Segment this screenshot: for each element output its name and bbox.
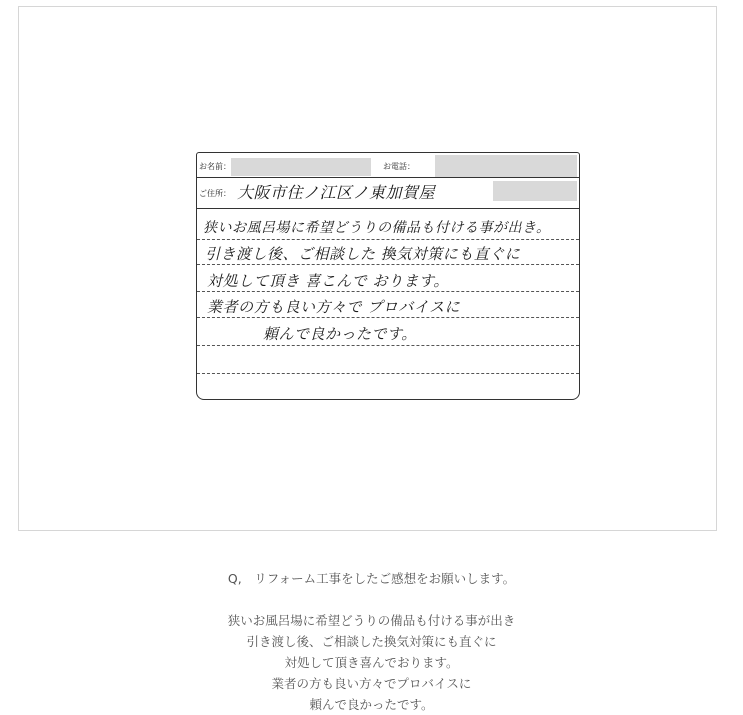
message-line-4: 業者の方も良い方々で プロバイスに [207, 298, 461, 316]
phone-redaction [435, 155, 577, 177]
caption-answer-line-5: 頼んで良かったです。 [309, 697, 434, 712]
caption-answer-line-2: 引き渡し後、ご相談した換気対策にも直ぐに [246, 634, 497, 649]
dashed-rule-3 [197, 291, 579, 292]
caption-answer-line-3: 対処して頂き喜んでおります。 [284, 655, 459, 670]
dashed-rule-5 [197, 345, 579, 346]
caption-answer-line-1: 狭いお風呂場に希望どうりの備品も付ける事が出き [227, 613, 516, 628]
handwritten-survey-card [196, 152, 580, 400]
dashed-rule-1 [197, 239, 579, 240]
caption-answer-line-4: 業者の方も良い方々でプロバイスに [271, 676, 472, 691]
message-line-3: 対処して頂き 喜こんで おります。 [207, 272, 449, 290]
dashed-rule-4 [197, 317, 579, 318]
message-line-2: 引き渡し後、ご相談した 換気対策にも直ぐに [205, 245, 521, 263]
address-redaction [493, 181, 577, 201]
message-line-5: 頼んで良かったです。 [263, 325, 417, 343]
caption-spacer [0, 589, 743, 610]
header-rule [197, 177, 579, 178]
name-label: お名前： [199, 162, 231, 171]
caption [0, 568, 743, 715]
address-handwriting: 大阪市住ノ江区ノ東加賀屋 [237, 183, 436, 202]
address-rule [197, 208, 579, 209]
name-redaction [231, 158, 371, 176]
phone-label: お電話： [383, 162, 415, 171]
dashed-rule-6 [197, 373, 579, 374]
caption-question: Q, リフォーム工事をしたご感想をお願いします。 [227, 571, 516, 586]
image-frame [18, 6, 717, 531]
dashed-rule-2 [197, 264, 579, 265]
message-line-1: 狭いお風呂場に希望どうりの備品も付ける事が出き。 [203, 220, 551, 236]
address-label: ご住所： [199, 189, 231, 198]
